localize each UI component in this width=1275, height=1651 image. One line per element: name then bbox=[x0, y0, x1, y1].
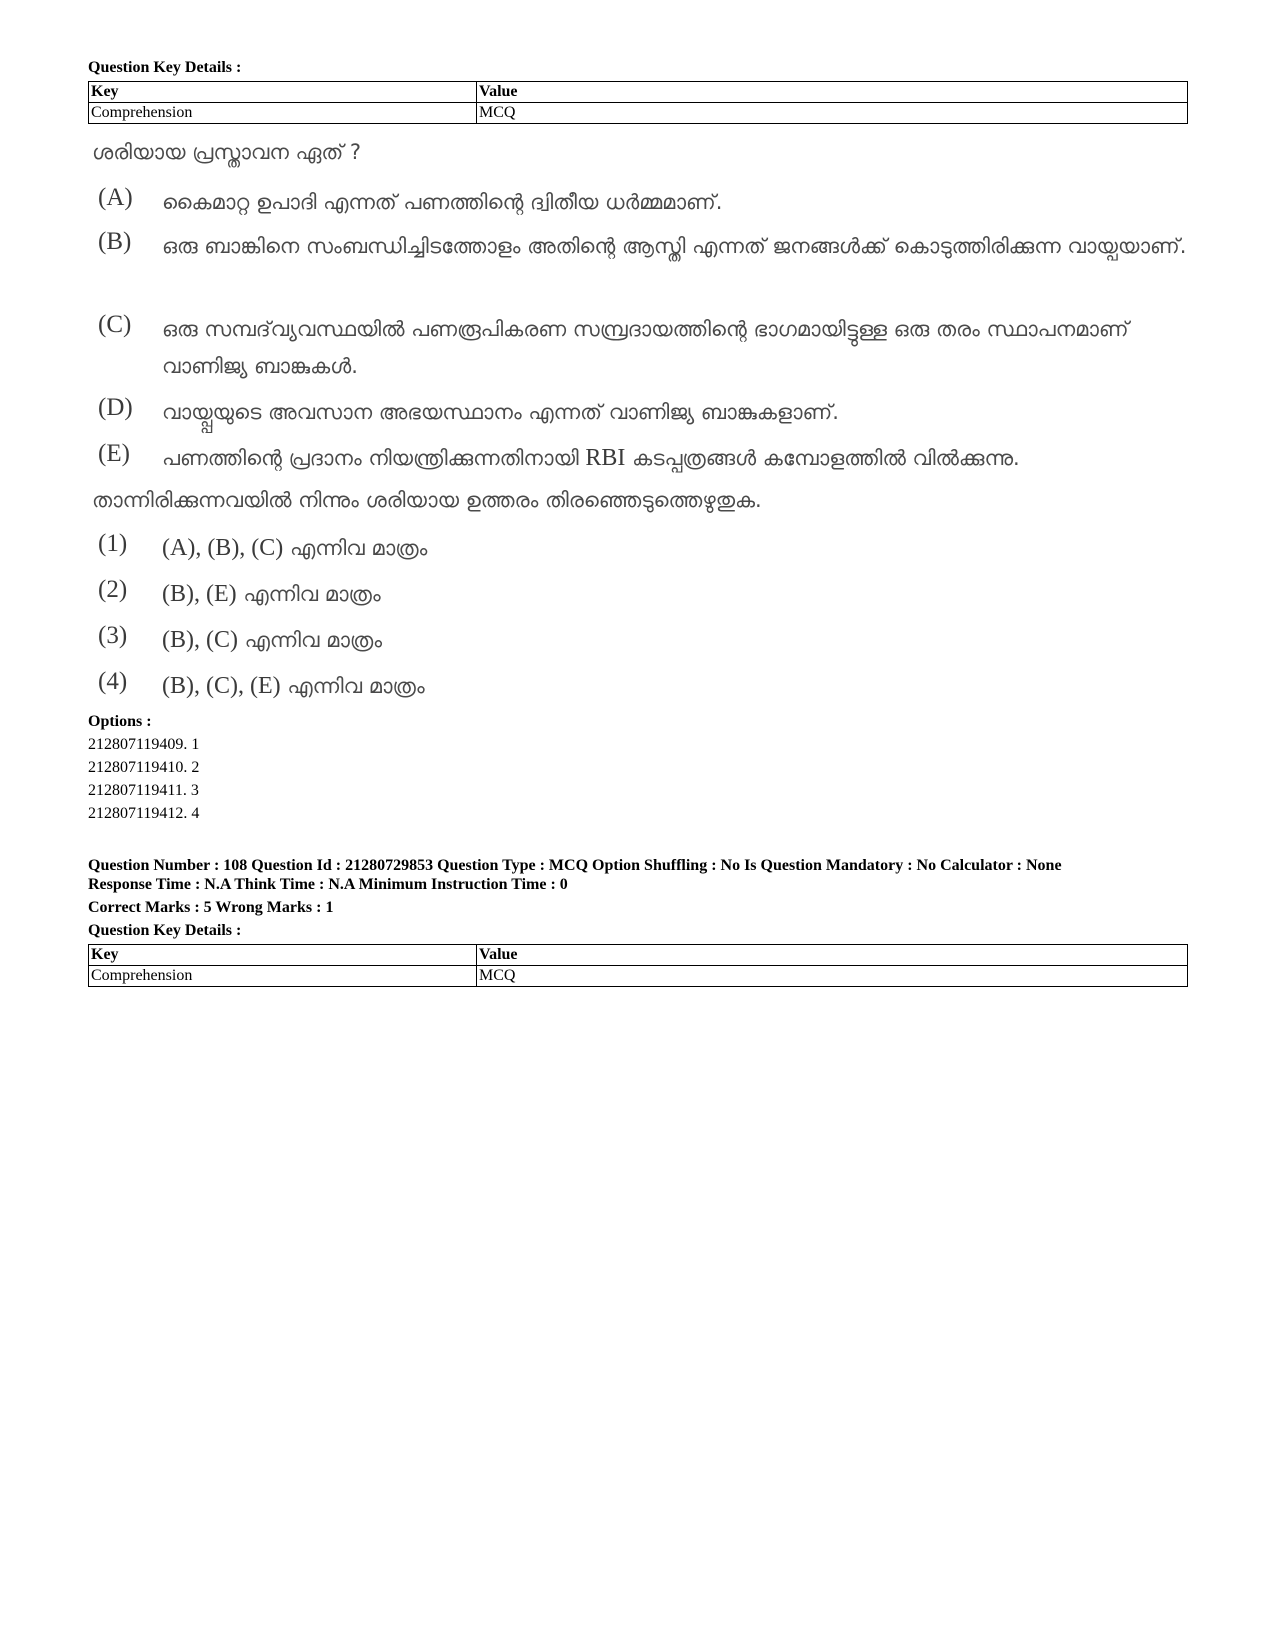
statement-e bbox=[98, 440, 1020, 477]
statement-a bbox=[98, 184, 722, 221]
statement-text-part: പണത്തിന്റെ പ്രദാനം നിയന്ത്രിക്കുന്നതിനായി bbox=[162, 446, 586, 470]
choice-1 bbox=[98, 530, 427, 567]
choice-words: എന്നിവ മാത്രം bbox=[283, 536, 428, 560]
option-item: 212807119410. 2 bbox=[88, 759, 200, 776]
statement-text-abbr: RBI bbox=[585, 445, 626, 471]
choice-letters: (B), (E) bbox=[162, 581, 237, 607]
statement-tag: (E) bbox=[98, 440, 130, 467]
statement-text-part: കടപ്പത്രങ്ങൾ കമ്പോളത്തിൽ വിൽക്കുന്നു. bbox=[625, 446, 1020, 470]
choice-words: എന്നിവ മാത്രം bbox=[236, 582, 381, 606]
key-details-label-2: Question Key Details : bbox=[88, 922, 242, 939]
key-details-label: Question Key Details : bbox=[88, 59, 242, 76]
key-details-table bbox=[88, 81, 1188, 124]
table-header-row bbox=[89, 945, 1188, 966]
header-key: Key bbox=[89, 82, 477, 103]
options-label: Options : bbox=[88, 713, 152, 730]
choice-2 bbox=[98, 576, 381, 613]
choice-3 bbox=[98, 622, 382, 659]
key-details-table-2 bbox=[88, 944, 1188, 987]
statement-tag: (A) bbox=[98, 184, 133, 211]
choice-letters: (A), (B), (C) bbox=[162, 535, 284, 561]
table-header-row bbox=[89, 82, 1188, 103]
option-item: 212807119412. 4 bbox=[88, 805, 200, 822]
choice-tag: (4) bbox=[98, 668, 128, 695]
option-item: 212807119409. 1 bbox=[88, 736, 200, 753]
choice-letters: (B), (C) bbox=[162, 627, 238, 653]
choice-4 bbox=[98, 668, 425, 705]
cell-value: MCQ bbox=[477, 103, 1188, 124]
statement-b bbox=[98, 228, 1186, 265]
cell-key: Comprehension bbox=[89, 966, 477, 987]
statement-tag: (B) bbox=[98, 228, 132, 255]
answer-instruction: താന്നിരിക്കുന്നവയിൽ നിന്നും ശരിയായ ഉത്തരം തിരഞ്ഞെടുത്തെഴുതുക. bbox=[92, 488, 762, 512]
question-meta-line-2: Response Time : N.A Think Time : N.A Minimum Instruction Time : 0 bbox=[88, 876, 568, 893]
choice-letters: (B), (C), (E) bbox=[162, 673, 281, 699]
choice-tag: (3) bbox=[98, 622, 128, 649]
table-row bbox=[89, 103, 1188, 124]
statement-text: വായ്പ്പയുടെ അവസാന അഭയസ്ഥാനം എന്നത് വാണിജ്യ ബാങ്കുകളാണ്. bbox=[162, 400, 839, 424]
choice-words: എന്നിവ മാത്രം bbox=[280, 674, 425, 698]
choice-text bbox=[162, 622, 382, 659]
choice-text bbox=[162, 576, 381, 613]
statement-text: കൈമാറ്റ ഉപാദി എന്നത് പണത്തിന്റെ ദ്വിതീയ ധർമ്മമാണ്. bbox=[162, 190, 723, 214]
option-item: 212807119411. 3 bbox=[88, 782, 199, 799]
choice-words: എന്നിവ മാത്രം bbox=[237, 628, 383, 652]
header-value: Value bbox=[477, 945, 1188, 966]
header-key: Key bbox=[89, 945, 477, 966]
statement-d bbox=[98, 394, 839, 431]
choice-tag: (2) bbox=[98, 576, 128, 603]
statement-text: ഒരു സമ്പദ്‌വ്യവസ്ഥയിൽ പണരൂപികരണ സമ്പ്രദായത്തിന്റെ ഭാഗമായിട്ടുള്ള ഒരു തരം സ്ഥാപനമാണ് വാണിജ്യ ബാങ്കുകൾ. bbox=[162, 317, 1129, 378]
statement-c bbox=[98, 311, 1198, 385]
cell-value: MCQ bbox=[477, 966, 1188, 987]
question-meta-line-1: Question Number : 108 Question Id : 21280729853 Question Type : MCQ Option Shuffling : No Is Question Mandatory : No Calculator : None bbox=[88, 857, 1062, 874]
choice-text bbox=[162, 668, 425, 705]
choice-tag: (1) bbox=[98, 530, 128, 557]
statement-tag: (C) bbox=[98, 311, 132, 338]
marks-line: Correct Marks : 5 Wrong Marks : 1 bbox=[88, 899, 334, 916]
statement-text bbox=[162, 440, 1020, 477]
table-row bbox=[89, 966, 1188, 987]
cell-key: Comprehension bbox=[89, 103, 477, 124]
statement-tag: (D) bbox=[98, 394, 133, 421]
question-prompt: ശരിയായ പ്രസ്താവന ഏത് ? bbox=[92, 140, 362, 164]
statement-text: ഒരു ബാങ്കിനെ സംബന്ധിച്ചിടത്തോളം അതിന്റെ ആസ്തി എന്നത് ജനങ്ങൾക്ക് കൊടുത്തിരിക്കുന്ന വായ്പയാണ്. bbox=[162, 234, 1187, 258]
header-value: Value bbox=[477, 82, 1188, 103]
choice-text bbox=[162, 530, 427, 567]
